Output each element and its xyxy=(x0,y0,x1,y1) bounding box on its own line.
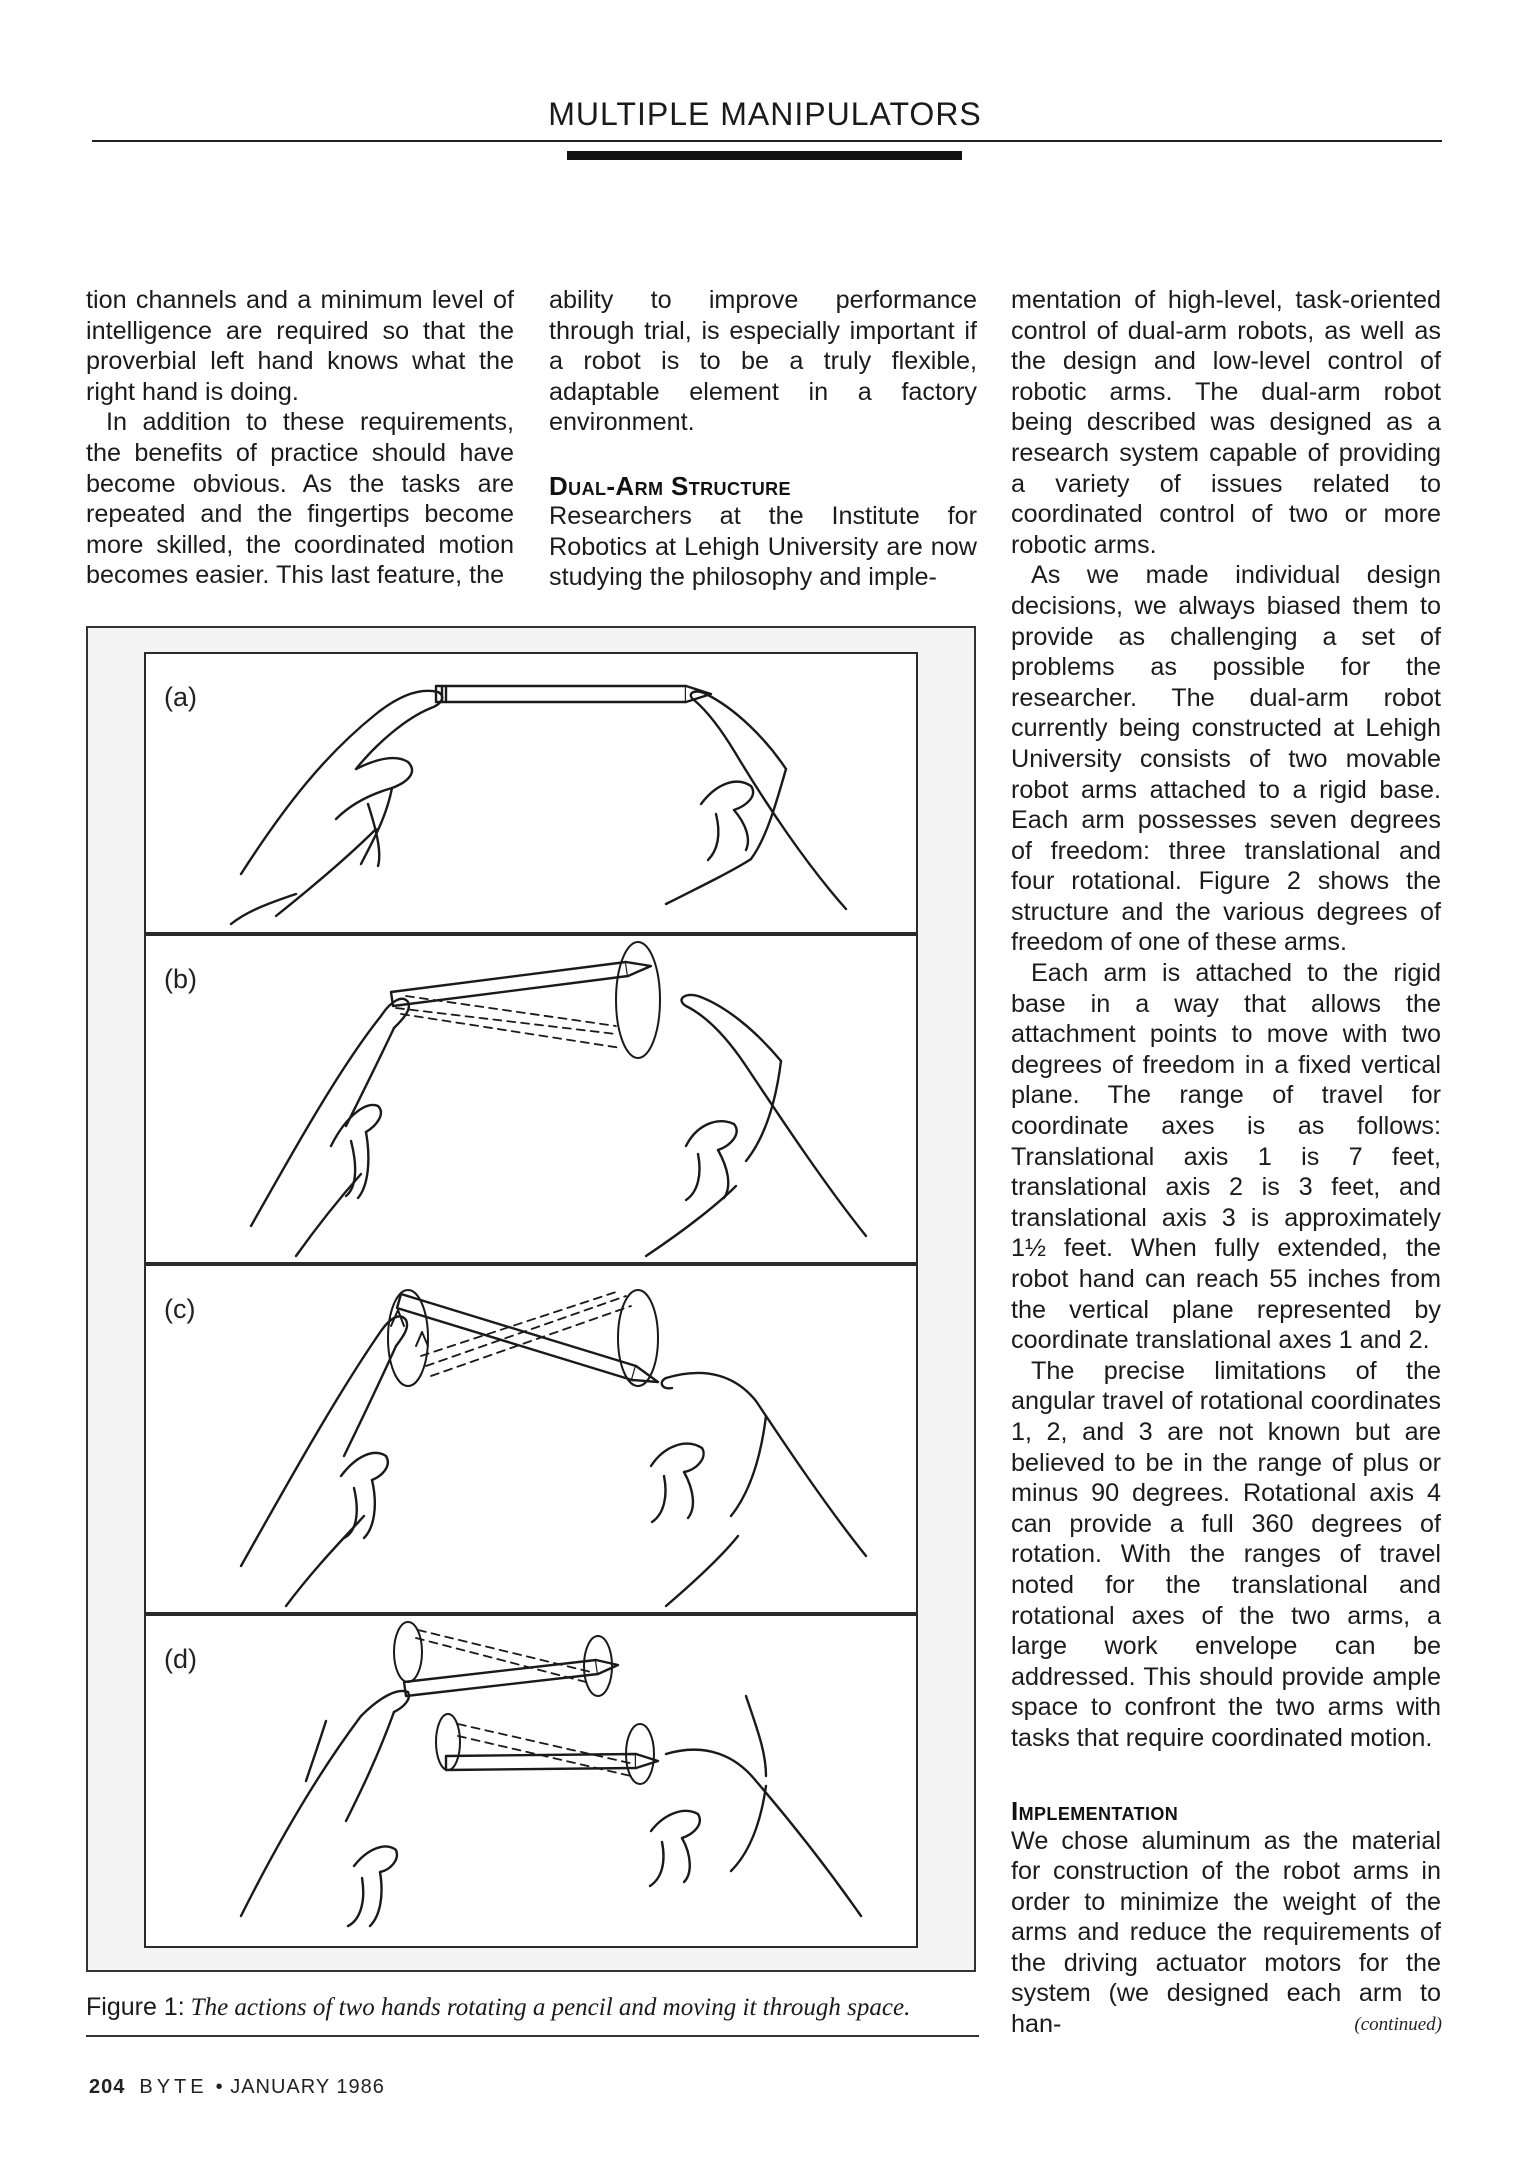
caption-label: Figure 1: xyxy=(86,1993,185,2021)
col1-paragraph: tion channels and a minimum level of intelligence are required so that the proverbial left hand knows what the right hand is doing. xyxy=(86,286,514,406)
hands-pencil-drawing-c xyxy=(146,1266,916,1612)
continued-note: (continued) xyxy=(1354,2014,1442,2035)
panel-label: (c) xyxy=(164,1294,196,1324)
figure-panel-c xyxy=(144,1264,918,1614)
figure-panel-b xyxy=(144,934,918,1264)
left-hand-icon xyxy=(231,691,442,924)
footer-separator: • xyxy=(215,2076,224,2098)
panel-label: (b) xyxy=(164,964,197,994)
rotation-ellipse xyxy=(616,942,660,1058)
page-number: 204 xyxy=(89,2076,126,2098)
running-title: MULTIPLE MANIPULATORS xyxy=(548,96,982,132)
pencil-icon xyxy=(436,686,711,702)
left-hand-icon xyxy=(251,999,409,1256)
figure-panel-a xyxy=(144,652,918,934)
caption-rule xyxy=(86,2035,979,2037)
section-heading-dual-arm: Dual-Arm Structure xyxy=(549,470,791,501)
figure-panel-d xyxy=(144,1614,918,1948)
motion-trace xyxy=(396,996,621,1048)
col3-paragraph: The precise limitations of the angular travel of rotational coordinates 1, 2, and 3 are not known but are believed to be in the range of plus or minus 90 degrees. Rotational axis 4 can provide a full 360 degrees of rotation. With the ranges of travel noted for the translational and rotational axes of the two arms, a large work envelope can be addressed. This should provide ample space to confront the two arms with tasks that require coordinated motion. xyxy=(1011,1356,1441,1752)
pencil-icon xyxy=(391,962,651,1006)
col3-paragraph: mentation of high-level, task-oriented control of dual-arm robots, as well as the design and low-level control of robotic arms. The dual-arm robot being described was designed as a research system capable of providing a variety of issues related to coordinated control of two or more robotic arms. xyxy=(1011,286,1441,559)
magazine-name: BYTE xyxy=(139,2076,208,2098)
col3-paragraph: Each arm is attached to the rigid base in a way that allows the attachment points to move with two degrees of freedom in a fixed vertical plane. The range of travel for coordinate axes is as follows: Translational axis 1 is 7 feet, translational axis 2 is 3 feet, and translational axis 3 is approximately 1½ feet. When fully extended, the robot hand can reach 55 inches from the vertical plane represented by coordinate translational axes 1 and 2. xyxy=(1011,959,1441,1355)
right-hand-icon xyxy=(666,692,846,909)
issue-date: JANUARY 1986 xyxy=(230,2076,385,2098)
rotation-ellipse xyxy=(394,1622,422,1682)
column-1 xyxy=(86,285,514,591)
section-heading-implementation: Implementation xyxy=(1011,1795,1179,1826)
right-hand-icon xyxy=(646,995,866,1256)
panel-label: (a) xyxy=(164,682,197,712)
column-2 xyxy=(549,285,977,593)
arrow-icon xyxy=(416,1332,428,1346)
left-hand-icon xyxy=(241,1691,409,1926)
hands-pencil-drawing-d xyxy=(146,1616,916,1946)
column-3 xyxy=(1011,285,1441,2040)
col2-paragraph: Researchers at the Institute for Robotics at Lehigh University are now studying the philosophy and imple- xyxy=(549,501,977,592)
col2-paragraph: ability to improve performance through trial, is especially important if a robot is to be a truly flexible, adaptable element in a factory environment. xyxy=(549,286,977,437)
page-footer xyxy=(89,2076,385,2099)
col3-paragraph: We chose aluminum as the material for construction of the robot arms in order to minimize the weight of the arms and reduce the requirements of the driving actuator motors for the system (we designed each arm to han- xyxy=(1011,1826,1441,2039)
panel-label: (d) xyxy=(164,1644,197,1674)
hands-pencil-drawing-b xyxy=(146,936,916,1262)
col3-paragraph: As we made individual design decisions, we always biased them to provide as challenging a set of problems as possible for the researcher. The dual-arm robot currently being constructed at Lehigh University consists of two movable robot arms attached to a rigid base. Each arm possesses seven degrees of freedom: three translational and four rotational. Figure 2 shows the structure and the various degrees of freedom of one of these arms. xyxy=(1011,561,1441,957)
hands-pencil-drawing-a xyxy=(146,654,916,932)
col1-paragraph: In addition to these requirements, the benefits of practice should have become obvious. As the tasks are repeated and the fingertips become more skilled, the coordinated motion becomes easier. This last feature, the xyxy=(86,408,514,590)
figure-caption xyxy=(86,1993,986,2022)
left-hand-icon xyxy=(241,1316,407,1606)
header-rule xyxy=(92,140,1442,142)
header-bar xyxy=(567,151,962,160)
right-hand-icon xyxy=(650,1696,861,1916)
right-hand-icon xyxy=(651,1373,866,1606)
caption-text: The actions of two hands rotating a pencil and moving it through space. xyxy=(190,1994,911,2021)
